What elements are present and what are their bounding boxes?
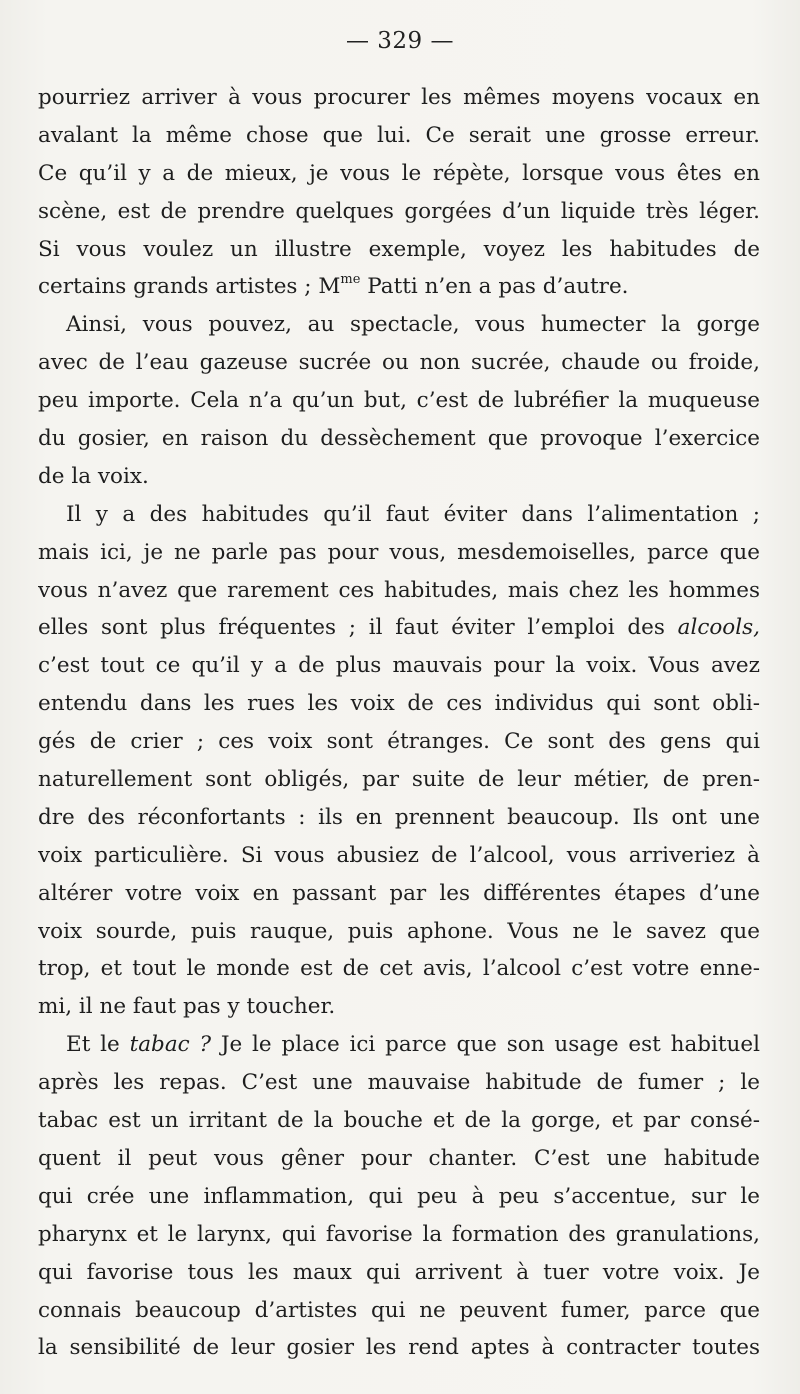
- text-line: qui crée une inflammation, qui peu à peu s’accentue, sur le: [38, 1183, 760, 1209]
- text-line: pourriez arriver à vous procurer les mêmes moyens vocaux en: [38, 85, 760, 110]
- text-line: c’est tout ce qu’il y a de plus mauvais pour la voix. Vous avez: [38, 653, 760, 679]
- text-line: qui favorise tous les maux qui arrivent à tuer votre voix. Je: [38, 1259, 760, 1285]
- text-line: voix particulière. Si vous abusiez de l’alcool, vous arriveriez à: [38, 842, 760, 868]
- text-line: [38, 1026, 760, 1064]
- text-fragment: elles sont plus fréquentes ; il faut éviter l’emploi des: [38, 615, 678, 641]
- text-line: du gosier, en raison du dessèchement que provoque l’exercice: [38, 426, 760, 452]
- text-fragment: Patti n’en a pas d’autre.: [360, 274, 629, 300]
- body-text: [38, 79, 760, 1367]
- text-line: dre des réconfortants : ils en prennent beaucoup. Ils ont une: [38, 804, 760, 830]
- text-line: naturellement sont obligés, par suite de leur métier, de pren-: [38, 767, 760, 793]
- text-line: entendu dans les rues les voix de ces individus qui sont obli-: [38, 691, 760, 717]
- text-line: avalant la même chose que lui. Ce serait une grosse erreur.: [38, 122, 760, 148]
- text-fragment: certains grands artistes ; M: [38, 274, 341, 300]
- text-fragment: Je le place ici parce que son usage est habituel: [211, 1032, 760, 1058]
- italic-word: tabac ?: [129, 1032, 212, 1058]
- text-line: la sensibilité de leur gosier les rend aptes à contracter toutes: [38, 1335, 760, 1361]
- text-fragment: Et le: [66, 1032, 130, 1058]
- text-line: quent il peut vous gêner pour chanter. C’est une habitude: [38, 1145, 760, 1171]
- text-line: tabac est un irritant de la bouche et de la gorge, et par consé-: [38, 1108, 760, 1134]
- text-line: vous n’avez que rarement ces habitudes, mais chez les hommes: [38, 577, 760, 603]
- text-line: après les repas. C’est une mauvaise habitude de fumer ; le: [38, 1070, 760, 1096]
- text-line: [38, 609, 760, 647]
- page-number: — 329 —: [345, 28, 455, 54]
- text-line: trop, et tout le monde est de cet avis, l’alcool c’est votre enne-: [38, 956, 760, 982]
- superscript: me: [340, 272, 361, 288]
- text-line: mais ici, je ne parle pas pour vous, mesdemoiselles, parce que: [38, 539, 760, 565]
- text-line: gés de crier ; ces voix sont étranges. Ce sont des gens qui: [38, 729, 760, 755]
- text-line: voix sourde, puis rauque, puis aphone. Vous ne le savez que: [38, 918, 760, 944]
- text-line: Ce qu’il y a de mieux, je vous le répète, lorsque vous êtes en: [38, 160, 760, 186]
- text-line: Ainsi, vous pouvez, au spectacle, vous humecter la gorge: [66, 312, 760, 338]
- text-line: avec de l’eau gazeuse sucrée ou non sucrée, chaude ou froide,: [38, 350, 760, 376]
- italic-word: alcools,: [677, 615, 760, 641]
- text-line: pharynx et le larynx, qui favorise la formation des granulations,: [38, 1221, 760, 1247]
- text-line: Si vous voulez un illustre exemple, voyez les habitudes de: [38, 236, 760, 262]
- text-line: [38, 268, 760, 306]
- text-line: Il y a des habitudes qu’il faut éviter dans l’alimentation ;: [66, 501, 760, 527]
- text-line: de la voix.: [38, 463, 149, 489]
- text-line: peu importe. Cela n’a qu’un but, c’est de lubréfier la muqueuse: [38, 388, 760, 414]
- text-line: connais beaucoup d’artistes qui ne peuvent fumer, parce que: [38, 1297, 760, 1323]
- text-line: altérer votre voix en passant par les différentes étapes d’une: [38, 880, 760, 906]
- text-line: mi, il ne faut pas y toucher.: [38, 994, 336, 1020]
- text-line: scène, est de prendre quelques gorgées d’un liquide très léger.: [38, 198, 760, 224]
